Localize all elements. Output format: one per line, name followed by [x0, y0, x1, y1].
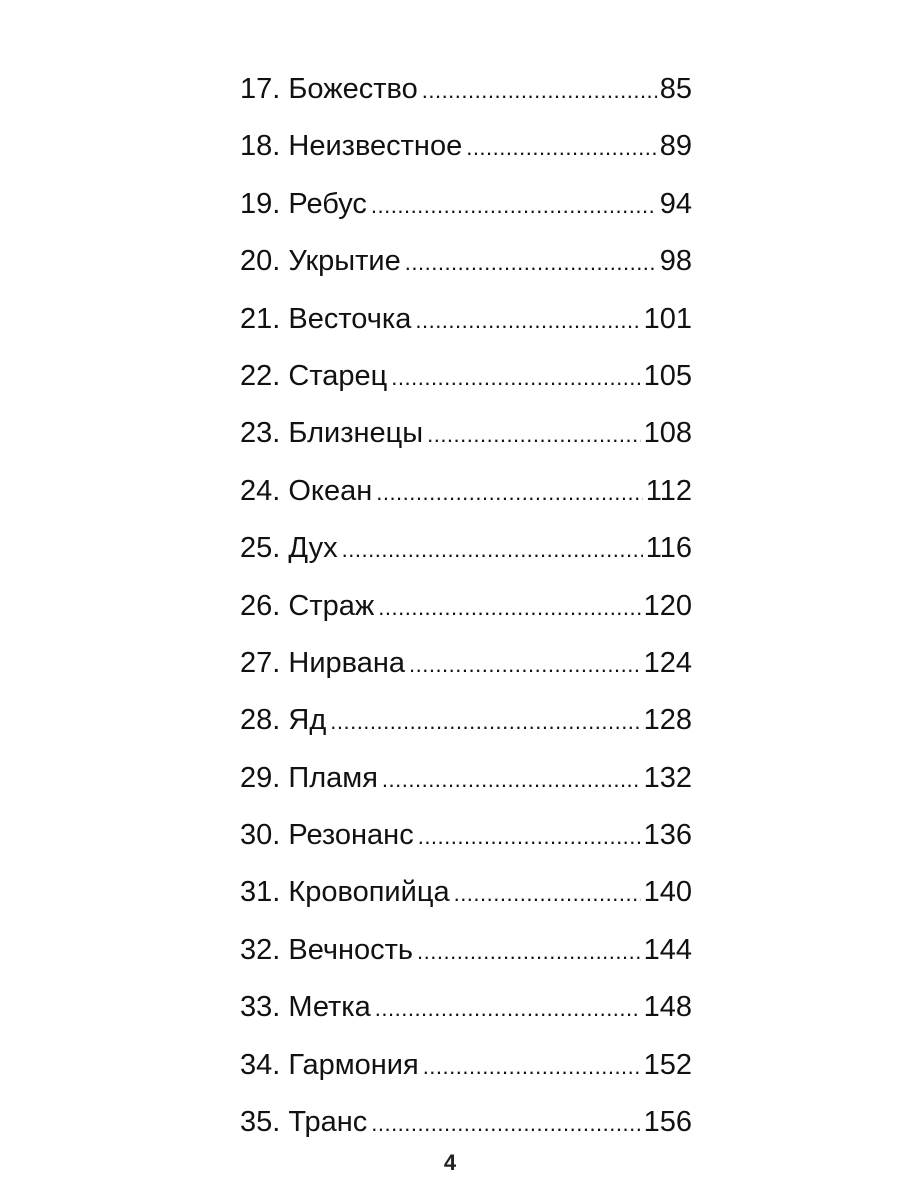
toc-entry — [240, 520, 692, 577]
toc-entry-title: 35. Транс — [240, 1106, 368, 1139]
toc-entry-title: 20. Укрытие — [240, 245, 401, 278]
toc-entry — [240, 922, 692, 979]
toc-entry-title: 34. Гармония — [240, 1048, 419, 1081]
toc-entry-title: 24. Океан — [240, 474, 373, 507]
toc-entry — [240, 118, 692, 175]
dot-leader — [330, 693, 640, 750]
dot-leader — [415, 292, 640, 349]
toc-entry-title: 33. Метка — [240, 991, 371, 1024]
toc-entry-page: 112 — [645, 474, 692, 507]
dot-leader — [418, 808, 641, 865]
toc-entry-page: 116 — [645, 532, 692, 565]
dot-leader — [409, 636, 641, 693]
toc-entry — [240, 864, 692, 921]
toc-entry-title: 18. Неизвестное — [240, 130, 463, 163]
toc-entry — [240, 750, 692, 807]
toc-entry-page: 89 — [659, 130, 692, 163]
page-number: 4 — [443, 1150, 457, 1175]
dot-leader — [427, 406, 641, 463]
dot-leader — [371, 177, 657, 234]
dot-leader — [382, 751, 641, 808]
toc-entry-title: 26. Страж — [240, 589, 375, 622]
dot-leader — [378, 579, 640, 636]
dot-leader — [371, 1095, 640, 1152]
toc-entry-page: 144 — [643, 933, 692, 966]
toc-entry-title: 32. Вечность — [240, 933, 414, 966]
toc-entry-page: 128 — [643, 704, 692, 737]
dot-leader — [417, 923, 641, 980]
dot-leader — [375, 980, 641, 1037]
toc-entry-title: 31. Кровопийца — [240, 876, 450, 909]
toc-entry — [240, 176, 692, 233]
dot-leader — [405, 234, 657, 291]
dot-leader — [391, 349, 640, 406]
toc-entry — [240, 233, 692, 290]
toc-entry — [240, 348, 692, 405]
toc-entry — [240, 405, 692, 462]
toc-entry-title: 19. Ребус — [240, 187, 367, 220]
toc-entry-title: 22. Старец — [240, 359, 388, 392]
toc-entry-page: 132 — [643, 761, 692, 794]
toc-entry-page: 124 — [643, 646, 692, 679]
toc-entry-page: 98 — [659, 245, 692, 278]
toc-entry-title: 23. Близнецы — [240, 417, 424, 450]
toc-entry-page: 94 — [659, 187, 692, 220]
toc-entry — [240, 979, 692, 1036]
toc-entry-page: 140 — [643, 876, 692, 909]
toc-entry-title: 27. Нирвана — [240, 646, 405, 679]
table-of-contents — [240, 61, 692, 1151]
dot-leader — [422, 62, 657, 119]
dot-leader — [342, 521, 643, 578]
toc-entry — [240, 61, 692, 118]
toc-entry-title: 25. Дух — [240, 532, 338, 565]
toc-entry-page: 156 — [643, 1106, 692, 1139]
toc-entry — [240, 463, 692, 520]
toc-entry-page: 152 — [643, 1048, 692, 1081]
toc-entry-title: 17. Божество — [240, 73, 418, 105]
toc-entry — [240, 807, 692, 864]
dot-leader — [466, 119, 657, 176]
toc-entry — [240, 692, 692, 749]
toc-entry-title: 29. Пламя — [240, 761, 378, 794]
toc-entry-page: 108 — [643, 417, 692, 450]
toc-entry — [240, 291, 692, 348]
toc-entry-title: 28. Яд — [240, 704, 327, 737]
toc-entry — [240, 1037, 692, 1094]
toc-entry-title: 21. Весточка — [240, 302, 412, 335]
toc-entry — [240, 635, 692, 692]
toc-entry-page: 120 — [643, 589, 692, 622]
dot-leader — [423, 1038, 641, 1095]
toc-entry-page: 105 — [643, 359, 692, 392]
toc-entry-page: 101 — [643, 302, 692, 335]
dot-leader — [376, 464, 643, 521]
toc-entry-page: 148 — [643, 991, 692, 1024]
toc-entry — [240, 1094, 692, 1151]
toc-entry — [240, 578, 692, 635]
toc-entry-title: 30. Резонанс — [240, 819, 414, 852]
dot-leader — [454, 865, 641, 922]
toc-entry-page: 136 — [643, 819, 692, 852]
toc-entry-page: 85 — [659, 73, 692, 105]
